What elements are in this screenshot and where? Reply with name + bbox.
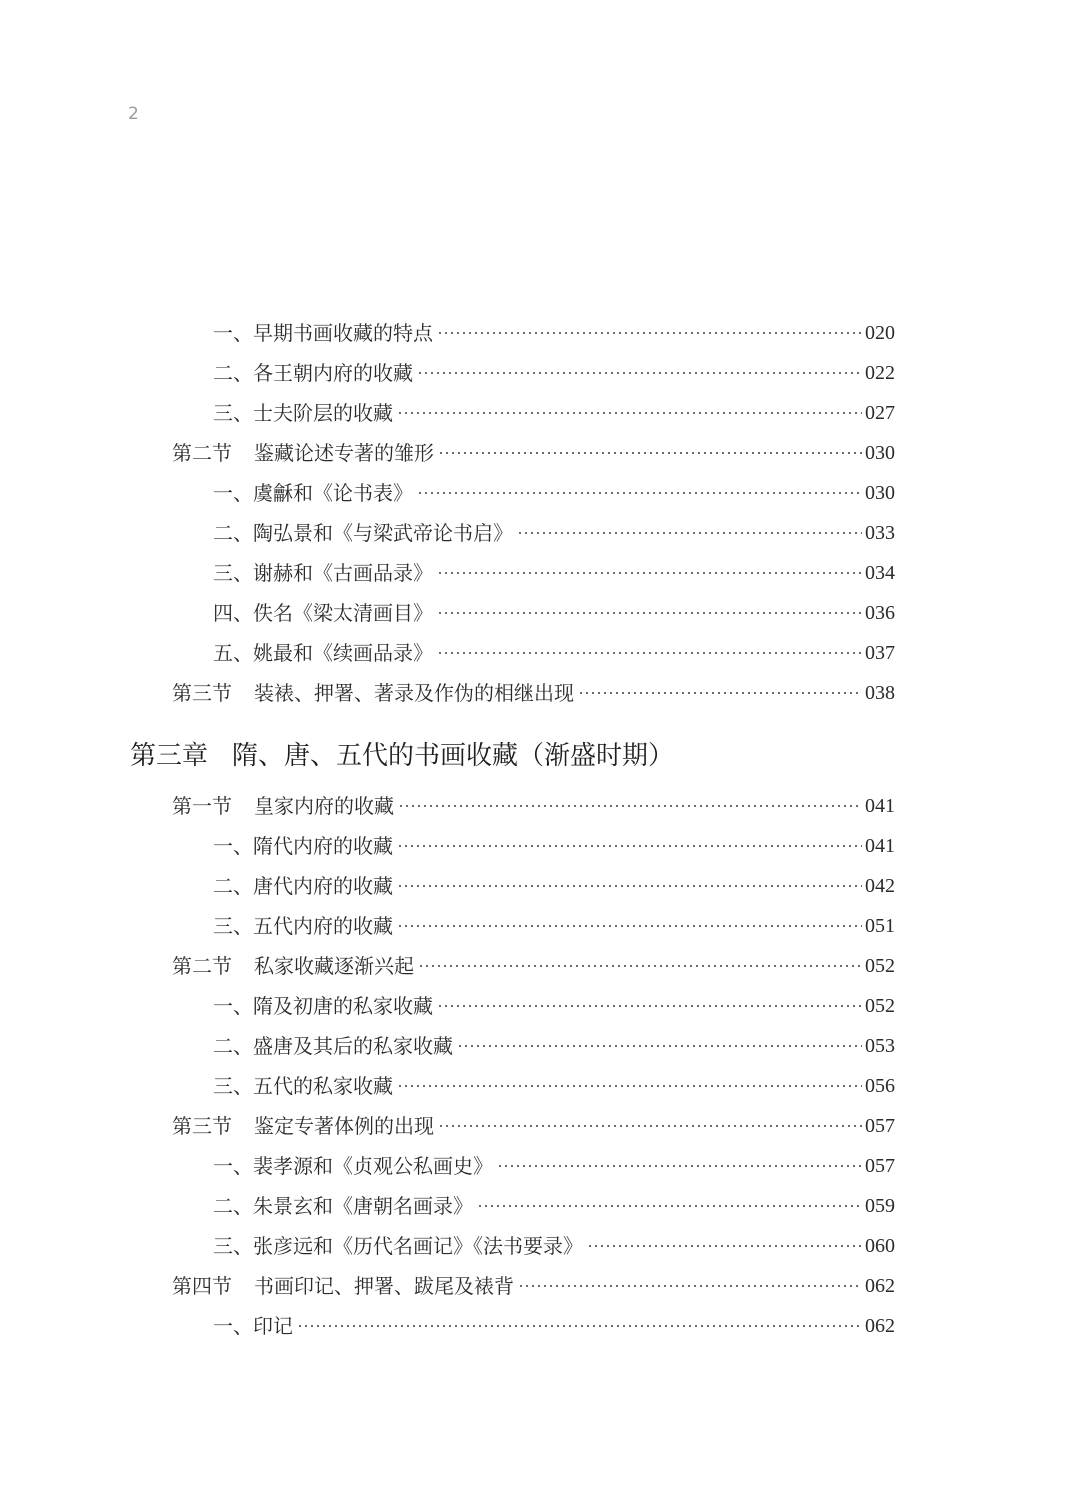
toc-entry-page: 033 (865, 522, 895, 544)
toc-entry-label: 二、盛唐及其后的私家收藏 (213, 1034, 453, 1058)
section-number: 第一节 (172, 794, 232, 818)
toc-dot-leader (397, 412, 862, 414)
toc-entry-label: 二、朱景玄和《唐朝名画录》 (213, 1194, 473, 1218)
toc-dot-leader (417, 372, 862, 374)
toc-entry-page: 037 (865, 642, 895, 664)
toc-dot-leader (437, 612, 862, 614)
toc-dot-leader (297, 1325, 862, 1327)
toc-section-heading (172, 1266, 514, 1306)
toc-dot-leader (437, 572, 862, 574)
toc-section-entry[interactable] (172, 433, 895, 473)
toc-entry-label: 三、五代的私家收藏 (213, 1074, 393, 1098)
toc-entry-label: 一、裴孝源和《贞观公私画史》 (213, 1154, 493, 1178)
toc-entry[interactable] (213, 1186, 895, 1226)
toc-entry-label: 一、隋及初唐的私家收藏 (213, 994, 433, 1018)
toc-entry-page: 036 (865, 602, 895, 624)
toc-entry-page: 051 (865, 915, 895, 937)
toc-entry-label: 二、唐代内府的收藏 (213, 874, 393, 898)
chapter-number: 第三章 (130, 741, 209, 771)
toc-entry-page: 041 (865, 835, 895, 857)
toc-entry-page: 030 (865, 482, 895, 504)
chapter-heading[interactable] (130, 736, 674, 776)
toc-section-entry[interactable] (172, 1106, 895, 1146)
toc-dot-leader (437, 1005, 862, 1007)
toc-entry-page: 041 (865, 795, 895, 817)
toc-entry[interactable] (213, 1226, 895, 1266)
toc-entry-page: 057 (865, 1155, 895, 1177)
chapter-title-text: 隋、唐、五代的书画收藏（渐盛时期） (232, 741, 675, 771)
toc-entry-page: 042 (865, 875, 895, 897)
toc-dot-leader (497, 1165, 862, 1167)
toc-entry-page: 052 (865, 955, 895, 977)
toc-entry[interactable] (213, 313, 895, 353)
toc-entry[interactable] (213, 633, 895, 673)
toc-entry-label: 三、士夫阶层的收藏 (213, 401, 393, 425)
toc-entry-label: 一、印记 (213, 1314, 293, 1338)
toc-entry-page: 062 (865, 1275, 895, 1297)
toc-entry-label: 五、姚最和《续画品录》 (213, 641, 433, 665)
toc-entry-page: 038 (865, 682, 895, 704)
toc-entry-label: 三、张彦远和《历代名画记》《法书要录》 (213, 1234, 583, 1258)
toc-dot-leader (397, 1085, 862, 1087)
section-title: 鉴定专著体例的出现 (254, 1114, 434, 1138)
toc-entry-label: 一、隋代内府的收藏 (213, 834, 393, 858)
toc-entry-page: 059 (865, 1195, 895, 1217)
toc-entry-label: 一、早期书画收藏的特点 (213, 321, 433, 345)
toc-section-entry[interactable] (172, 1266, 895, 1306)
section-title: 装裱、押署、著录及作伪的相继出现 (254, 681, 574, 705)
section-number: 第三节 (172, 681, 232, 705)
toc-entry-label: 四、佚名《梁太清画目》 (213, 601, 433, 625)
toc-entry[interactable] (213, 1306, 895, 1346)
section-title: 书画印记、押署、跋尾及裱背 (254, 1274, 514, 1298)
toc-entry-page: 022 (865, 362, 895, 384)
toc-section-entry[interactable] (172, 786, 895, 826)
toc-entry-page: 027 (865, 402, 895, 424)
page-number: 2 (128, 104, 139, 124)
toc-dot-leader (578, 692, 862, 694)
toc-entry-label: 二、陶弘景和《与梁武帝论书启》 (213, 521, 513, 545)
toc-dot-leader (398, 805, 862, 807)
toc-entry-page: 060 (865, 1235, 895, 1257)
toc-dot-leader (437, 652, 862, 654)
toc-entry[interactable] (213, 1026, 895, 1066)
section-title: 鉴藏论述专著的雏形 (254, 441, 434, 465)
toc-section-heading (172, 673, 574, 713)
section-number: 第四节 (172, 1274, 232, 1298)
toc-section-heading (172, 786, 394, 826)
toc-dot-leader (397, 925, 862, 927)
toc-entry-page: 062 (865, 1315, 895, 1337)
toc-section-heading (172, 433, 434, 473)
toc-entry-page: 020 (865, 322, 895, 344)
toc-dot-leader (418, 965, 862, 967)
toc-entry-label: 二、各王朝内府的收藏 (213, 361, 413, 385)
toc-dot-leader (518, 1285, 862, 1287)
toc-dot-leader (397, 845, 862, 847)
toc-dot-leader (417, 492, 862, 494)
toc-entry-label: 三、五代内府的收藏 (213, 914, 393, 938)
toc-dot-leader (517, 532, 862, 534)
toc-entry[interactable] (213, 473, 895, 513)
toc-entry-label: 一、虞龢和《论书表》 (213, 481, 413, 505)
toc-entry[interactable] (213, 1146, 895, 1186)
toc-section-entry[interactable] (172, 946, 895, 986)
toc-entry[interactable] (213, 393, 895, 433)
toc-entry[interactable] (213, 353, 895, 393)
section-number: 第二节 (172, 441, 232, 465)
toc-dot-leader (587, 1245, 862, 1247)
toc-entry-page: 057 (865, 1115, 895, 1137)
toc-entry-page: 030 (865, 442, 895, 464)
toc-entry[interactable] (213, 986, 895, 1026)
section-title: 皇家内府的收藏 (254, 794, 394, 818)
toc-section-entry[interactable] (172, 673, 895, 713)
toc-entry-page: 056 (865, 1075, 895, 1097)
toc-entry-page: 052 (865, 995, 895, 1017)
toc-dot-leader (397, 885, 862, 887)
toc-entry[interactable] (213, 593, 895, 633)
toc-entry[interactable] (213, 866, 895, 906)
toc-dot-leader (438, 452, 862, 454)
toc-entry[interactable] (213, 513, 895, 553)
toc-dot-leader (477, 1205, 862, 1207)
toc-dot-leader (438, 1125, 862, 1127)
toc-entry[interactable] (213, 553, 895, 593)
toc-entry-page: 034 (865, 562, 895, 584)
toc-entry[interactable] (213, 826, 895, 866)
toc-entry-label: 三、谢赫和《古画品录》 (213, 561, 433, 585)
toc-entry[interactable] (213, 906, 895, 946)
toc-entry-page: 053 (865, 1035, 895, 1057)
section-number: 第三节 (172, 1114, 232, 1138)
section-title: 私家收藏逐渐兴起 (254, 954, 414, 978)
toc-section-heading (172, 946, 414, 986)
toc-dot-leader (457, 1045, 862, 1047)
toc-section-heading (172, 1106, 434, 1146)
section-number: 第二节 (172, 954, 232, 978)
toc-dot-leader (437, 332, 862, 334)
toc-entry[interactable] (213, 1066, 895, 1106)
